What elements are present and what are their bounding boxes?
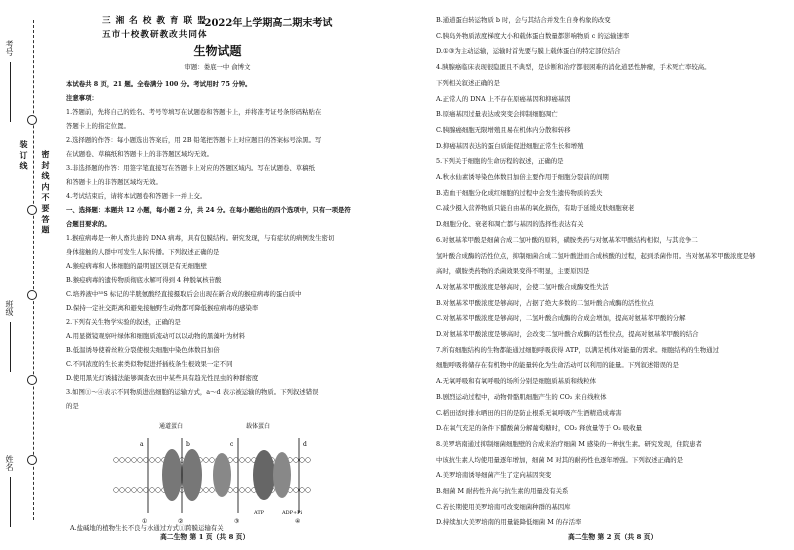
text-line: C.若长期使用美罗培南可改变细菌种群的基因库 [436, 502, 571, 511]
text-line: 1.答题前，先将自己的姓名、考号等填写在试题卷和答题卡上，并将准考证号条形码粘贴在 [66, 108, 322, 116]
text-line: 中该抗生素人均使用量逐年增加，细菌 M 对其的耐药性也逐年增强。下列叙述正确的是 [436, 455, 684, 464]
carrier-protein-1 [213, 453, 231, 497]
text-line: B.造血干细胞分化成红细胞的过程中会发生遗传物质的丢失 [436, 188, 603, 197]
text-line: 3.非选择题的作答：用签字笔直接写在答题卡上对应的答题区域内。写在试题卷、草稿纸 [66, 164, 315, 172]
marker-b: b [186, 441, 190, 448]
text-line: C.对氨基苯甲酸浓度是够高时，二氢叶酸合成酶的合成会增加，提高对氨基苯甲酸的分解 [436, 314, 686, 323]
marker-c: c [230, 441, 234, 448]
binding-hole [27, 455, 37, 465]
text-line: 合题目要求的。 [66, 220, 111, 228]
exam-title: ·2022年上学期高二期末考试 [201, 18, 333, 29]
membrane-transport-figure [104, 418, 334, 538]
text-line: 8.美罗培南通过抑制细菌细胞壁的合成来治疗细菌 M 感染的一种抗生素。研究发现，住院患者 [436, 439, 702, 448]
text-line: 的是 [66, 402, 79, 410]
footer-right: 高二生物 第 2 页（共 8 页） [568, 533, 658, 541]
text-line: B.低温诱导使着丝粒分裂使根尖细胞中染色体数目加倍 [66, 346, 220, 354]
text-line: C.减少摄入营养物质只能自由基的氧化损伤，有助于延缓皮肤细胞衰老 [436, 204, 635, 213]
channel-protein-left [162, 449, 182, 501]
id-underline[interactable] [10, 62, 11, 122]
text-line: 和答题卡上的非答题区域均无效。 [66, 178, 162, 186]
text-line: D.在氧气充足的条件下醋酸菌分解葡萄糖时，CO₂ 释放量等于 O₂ 吸收量 [436, 424, 643, 433]
paper-title: 生物试题 [193, 44, 242, 58]
text-line: C.胰腺癌细胞无限增殖且易在机体内分散和转移 [436, 125, 571, 134]
text-line: 高时，磺胺类药物的杀菌效果变得不明显，主要原因是 [436, 267, 590, 276]
marker-1: ① [142, 518, 148, 525]
text-line: A.无氧呼吸和有氧呼吸的场所分别是细胞质基质和线粒体 [436, 377, 597, 386]
channel-protein-right [182, 449, 202, 501]
binding-hole [27, 290, 37, 300]
marker-a: a [140, 441, 144, 448]
atp-label: ATP [254, 510, 265, 516]
adp-label: ADP+Pi [282, 510, 303, 516]
text-line: A.对氨基苯甲酸浓度是够高时，会使二氢叶酸合成酶变性失活 [436, 282, 609, 291]
binding-hole [27, 205, 37, 215]
text-line: 1.猴痘病毒是一种人畜共患的 DNA 病毒，具有包膜结构。研究发现，与有症状的病例发生密切 [66, 234, 335, 242]
class-underline[interactable] [10, 322, 11, 372]
text-line: 一、选择题：本题共 12 小题，每小题 2 分，共 24 分。在每小题给出的四个选项中，只有一项是符 [66, 206, 351, 214]
binding-hole [27, 375, 37, 385]
text-line: A.用显微镜观察叶绿体和细胞质流动可以以动物的黑藻叶为材料 [66, 332, 246, 340]
text-line: A.秋水仙素诱导染色体数目加倍主要作用于细胞分裂前的间期 [436, 173, 609, 181]
text-line: B.剧烈运动过程中，动物骨骼肌细胞产生的 CO₂ 来自线粒体 [436, 392, 607, 401]
marker-4: ④ [295, 518, 301, 525]
text-line: B.对氨基苯甲酸浓度是够高时，占据了绝大多数的二氢叶酸合成酶的活性位点 [436, 298, 654, 307]
name-label: 姓名 [5, 455, 14, 471]
marker-3: ③ [234, 518, 240, 525]
text-line: 5.下列关于细胞的生命历程的叙述，正确的是 [436, 157, 564, 166]
text-line: D.对氨基苯甲酸浓度是够高时，会改变二氢叶酸合成酶的活性位点，提高对氨基苯甲酸的结合 [436, 330, 699, 338]
text-line: 3.如图①～④表示不同物质进出细胞的运输方式，a～d 表示被运输的物质。下列叙述错误 [66, 388, 319, 396]
text-line: C.不同浓度的生长素类似物促进扦插枝条生根效果一定不同 [66, 360, 233, 368]
text-line: A.猴痘病毒和人体细胞的最明显区别是有无细胞壁 [66, 262, 207, 270]
text-line: 注意事项： [66, 94, 98, 102]
text-line: B.细菌 M 耐药性升高与抗生素的用量没有关系 [436, 487, 569, 495]
text-line: 身体接触的人群中可发生人际传播。下列叙述正确的是 [66, 248, 220, 256]
text-line: D.抑癌基因表达的蛋白质能促进细胞正常生长和增殖 [436, 141, 584, 150]
carrier-protein-3 [273, 452, 291, 498]
text-line: C.胰岛外物质浓度梯度大小和载体蛋白数量都影响物质 c 的运输速率 [436, 31, 630, 40]
text-line: A.美罗培南诱导细菌产生了定向基因突变 [436, 471, 552, 480]
text-line: 答题卡上的指定位置。 [66, 122, 130, 130]
text-line: 4.胰腺癌临床表现很隐匿且不典型，是诊断和治疗都很困难的消化道恶性肿瘤，手术死亡率较高。 [436, 63, 711, 72]
text-line: B.原癌基因过量表达或突变会抑制细胞凋亡 [436, 110, 558, 119]
text-line: 细胞呼吸将储存在有机物中的能量转化为生命活动可以利用的能量。下列叙述错误的是 [436, 361, 679, 370]
binding-inner-text: 装 订 线 [19, 140, 29, 170]
text-line: C.稻田适时排水晒田的目的是防止根系无氧呼吸产生酒精造成毒害 [436, 408, 622, 417]
q3-option-a: A.盐碱地的植物生长不良与水通过方式①跨膜运输有关 [70, 524, 224, 532]
class-label: 班级 [5, 300, 14, 316]
text-line: 本试卷共 8 页，21 题。全卷满分 100 分。考试用时 75 分钟。 [66, 80, 252, 88]
text-line: 2.选择题的作答：每小题选出答案后，用 2B 铅笔把答题卡上对应题目的答案标号涂黑。写 [66, 136, 322, 144]
text-line: 2.下列有关生物学实验的叙述，正确的是 [66, 318, 181, 326]
footer-left: 高二生物 第 1 页（共 8 页） [160, 533, 250, 541]
marker-2: ② [178, 518, 184, 525]
name-underline[interactable] [10, 477, 11, 527]
reviewer: 审题：娄底一中 俞博文 [184, 63, 251, 71]
marker-d: d [303, 441, 307, 448]
binding-hole [27, 115, 37, 125]
text-line: 氢叶酸合成酶的活性位点，抑制细菌合成二氢叶酸进而合成核酸的过程，起到杀菌作用。当对氨基苯甲酸浓度是够 [436, 251, 756, 260]
text-line: 下列相关叙述正确的是 [436, 78, 500, 87]
text-line: D.使用黑光灯诱捕法能够调查农田中某些具有趋光性昆虫的种群密度 [66, 374, 259, 382]
text-line: 6.对氨基苯甲酸是细菌合成二氢叶酸的原料，磺胺类药与对氨基苯甲酸结构相似，与其竞争二 [436, 235, 698, 244]
text-line: D.保持一定社交距离和避免接触野生动物都可降低猴痘病毒的感染率 [66, 304, 259, 312]
carrier-protein-2 [253, 450, 275, 500]
text-line: B.通道蛋白转运物质 b 时，会与其结合并发生自身构象的改变 [436, 16, 611, 24]
org-line-1: 三 湘 名 校 教 育 联 盟 [102, 16, 207, 26]
binding-outer-text: 密 封 线 内 不 要 答 题 [41, 150, 51, 234]
binding-dashed-line [33, 20, 34, 520]
text-line: C.培养液中³⁵S 标记的半胱氨酸经直接摄取后会出现在新合成的猴痘病毒的蛋白质中 [66, 290, 302, 298]
text-line: 7.所有细胞结构的生物都能通过细胞呼吸获得 ATP，以满足机体对能量的需求。细胞结构的生物通过 [436, 345, 719, 354]
text-line: 在试题卷、草稿纸和答题卡上的非答题区域均无效。 [66, 150, 213, 158]
text-line: D.①③为主动运输，运输时首先要与膜上载体蛋白的特定部位结合 [436, 47, 621, 56]
text-line: 4.考试结束后，请将本试题卷和答题卡一并上交。 [66, 192, 207, 200]
binding-margin [0, 0, 64, 550]
channel-protein-label: 通道蛋白 [159, 423, 184, 430]
text-line: D.持续加大美罗培南的用量能降低细菌 M 的存活率 [436, 518, 582, 527]
text-line: D.细胞分化、衰老和凋亡都与基因的选择性表达有关 [436, 220, 584, 229]
id-label: 考号 [5, 40, 14, 56]
text-line: B.猴痘病毒的遗传物质彻底水解可得到 4 种脱氧核苷酸 [66, 276, 222, 284]
carrier-protein-label: 载体蛋白 [246, 423, 271, 430]
org-line-2: 五市十校教研教改共同体 [102, 30, 208, 40]
text-line: A.正常人的 DNA 上不存在原癌基因和抑癌基因 [436, 94, 571, 103]
